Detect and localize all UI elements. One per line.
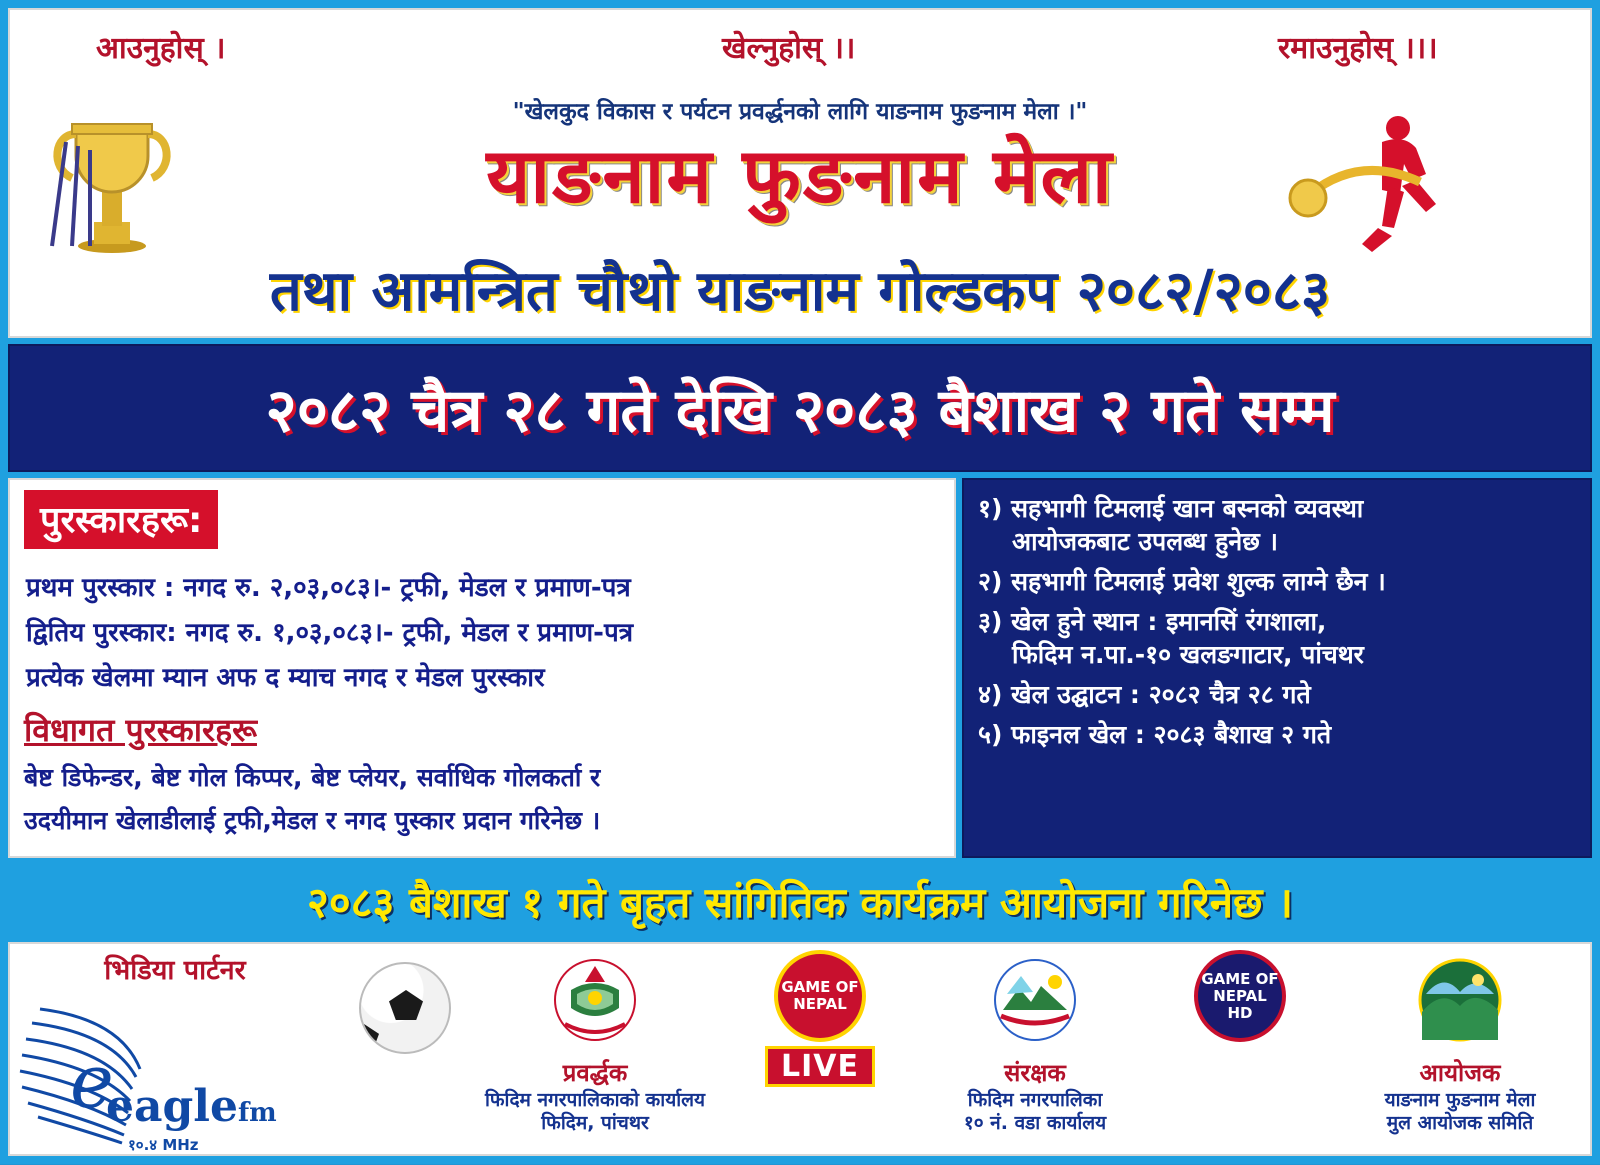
game-of-nepal-hd-icon: GAME OF NEPAL HD (1194, 950, 1286, 1042)
sponsor-patron (920, 944, 1150, 1135)
promoter-sub: फिदिम नगरपालिकाको कार्यालय फिदिम, पांचथर (484, 1089, 706, 1134)
note-number: ३) (978, 607, 1003, 636)
note-text: फाइनल खेल : २०८३ बैशाख २ गते (1011, 720, 1332, 749)
sponsor-football (340, 944, 470, 1054)
organizer-logo-icon (1412, 954, 1508, 1050)
note-item (978, 565, 1576, 598)
departmental-prize-line-1: बेष्ट डिफेन्डर, बेष्ट गोल किप्पर, बेष्ट प्लेयर, सर्वाधिक गोलकर्ता र (24, 763, 601, 792)
middle-section (8, 478, 1592, 858)
eagle-fm-name: eaglefm (106, 1081, 277, 1132)
sponsor-game-of-nepal-live (720, 944, 920, 1087)
note-number: २) (978, 567, 1003, 596)
live-badge: LIVE (765, 1046, 875, 1087)
note-text: खेल उद्घाटन : २०८२ चैत्र २८ गते (1011, 680, 1311, 709)
nepal-government-emblem-icon (547, 954, 643, 1050)
media-partner (10, 944, 340, 1165)
prizes-heading: पुरस्कारहरू: (24, 490, 218, 549)
page-title: याङनाम फुङनाम मेला (486, 131, 1114, 220)
prize-line-3: प्रत्येक खेलमा म्यान अफ द म्याच नगद र मेडल पुरस्कार (26, 663, 545, 693)
prize-line-1: प्रथम पुरस्कार : नगद रु. २,०३,०८३।- ट्रफी, मेडल र प्रमाण-पत्र (26, 573, 631, 603)
departmental-prizes-heading: विधागत पुरस्कारहरू (24, 711, 257, 749)
prizes-panel (8, 478, 956, 858)
svg-text:e: e (70, 1039, 114, 1125)
note-text-continued: आयोजकबाट उपलब्ध हुनेछ । (1012, 527, 1278, 556)
note-number: १) (978, 494, 1003, 523)
organizer-label: आयोजक (1419, 1059, 1501, 1087)
notes-panel (962, 478, 1592, 858)
poster-header (8, 8, 1592, 338)
music-program-bar (8, 864, 1592, 938)
eagle-fm-frequency: १०.४ MHz (128, 1136, 199, 1154)
sponsor-strip (8, 942, 1592, 1156)
event-date-text: २०८२ चैत्र २८ गते देखि २०८३ बैशाख २ गते सम्म (265, 376, 1335, 446)
note-item (978, 678, 1576, 711)
sponsor-game-of-nepal-hd (1150, 944, 1330, 1042)
prize-line-2: द्वितिय पुरस्कार: नगद रु. १,०३,०८३।- ट्रफी, मेडल र प्रमाण-पत्र (26, 618, 634, 648)
note-item (978, 718, 1576, 751)
slogan-2: खेल्नुहोस् ।। (722, 31, 856, 66)
sponsor-promoter (470, 944, 720, 1135)
slogan-row (10, 10, 1590, 70)
note-text-continued: फिदिम न.पा.-१० खलङगाटार, पांचथर (1012, 640, 1364, 669)
note-text: सहभागी टिमलाई प्रवेश शुल्क लाग्ने छैन । (1011, 567, 1386, 596)
note-number: ५) (978, 720, 1003, 749)
phidim-municipality-emblem-icon (987, 954, 1083, 1050)
note-text: सहभागी टिमलाई खान बस्नको व्यवस्था (1011, 494, 1364, 523)
note-number: ४) (978, 680, 1003, 709)
organizer-sub: याङनाम फुङनाम मेला मुल आयोजक समिति (1384, 1089, 1536, 1134)
eagle-fm-logo (10, 989, 310, 1165)
event-date-bar (8, 344, 1592, 472)
patron-sub: फिदिम नगरपालिका १० नं. वडा कार्यालय (963, 1089, 1107, 1134)
departmental-prize-line-2: उदयीमान खेलाडीलाई ट्रफी,मेडल र नगद पुस्कार प्रदान गरिनेछ । (24, 806, 601, 835)
slogan-3: रमाउनुहोस् ।।। (1278, 31, 1438, 66)
note-text: खेल हुने स्थान : इमानसिं रंगशाला, (1011, 607, 1327, 636)
note-item (978, 605, 1576, 671)
note-item (978, 492, 1576, 558)
slogan-1: आउनुहोस् । (96, 31, 226, 66)
promoter-label: प्रवर्द्धक (562, 1059, 628, 1087)
page-subtitle: तथा आमन्त्रित चौथो याङनाम गोल्डकप २०८२/२०८३ (269, 259, 1331, 324)
game-of-nepal-live-icon: GAME OF NEPAL (774, 950, 866, 1042)
football-icon (359, 962, 451, 1054)
media-partner-label: भिडिया पार्टनर (104, 955, 246, 986)
patron-label: संरक्षक (1004, 1059, 1066, 1087)
sponsor-organizer (1330, 944, 1590, 1135)
tagline: "खेलकुद विकास र पर्यटन प्रवर्द्धनको लागि याङनाम फुङनाम मेला ।" (512, 99, 1088, 125)
music-program-text: २०८३ बैशाख १ गते बृहत सांगितिक कार्यक्रम आयोजना गरिनेछ । (306, 877, 1293, 927)
